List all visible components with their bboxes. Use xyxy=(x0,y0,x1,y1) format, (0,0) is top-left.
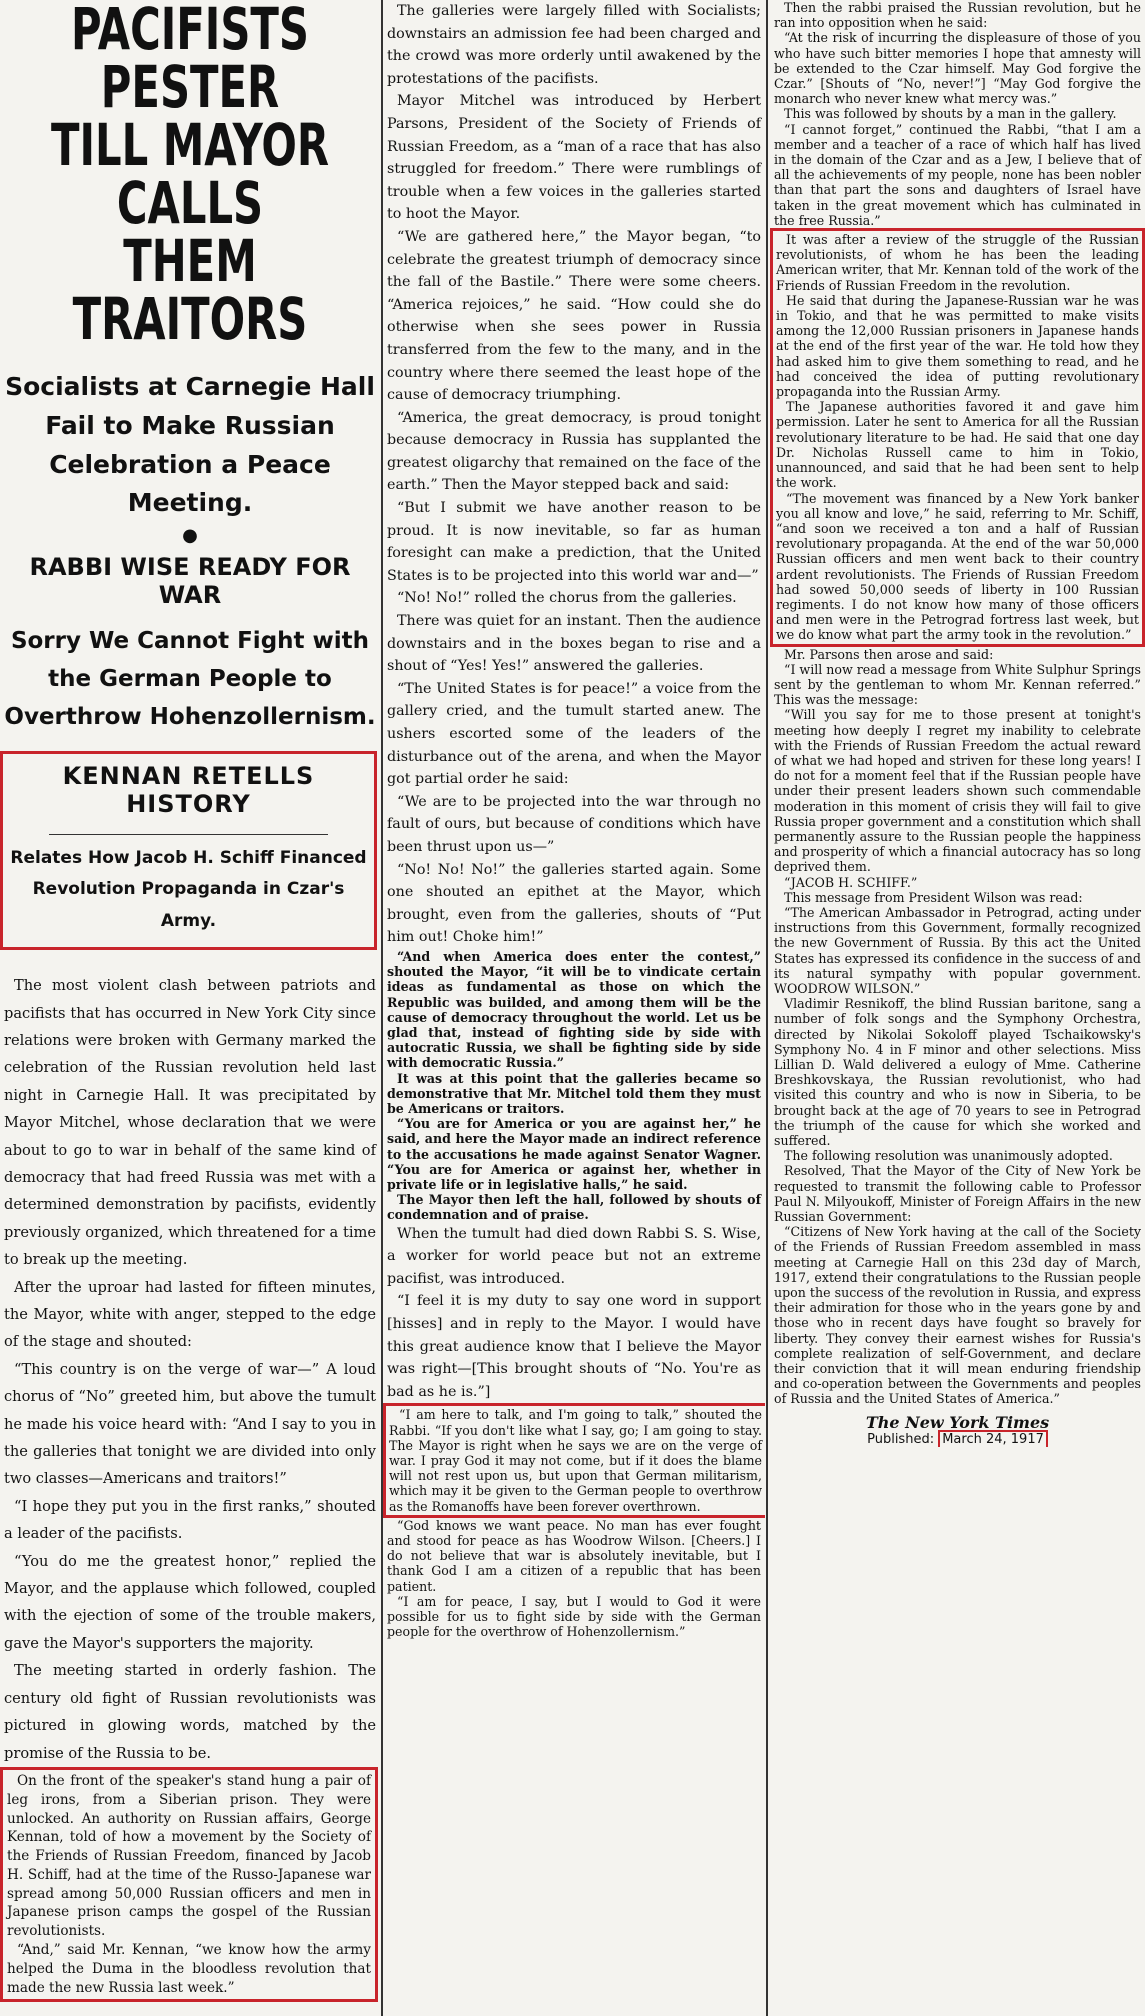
paragraph: Vladimir Resnikoff, the blind Russian baritone, sang a number of folk songs and the Symphony Orchestra, directed by Nikolai Sokoloff played Tschaikowsky's Symphony No. 4 in F minor and other selections. Miss Lillian D. Wald delivered a eulogy of Mme. Catherine Breshkovskaya, the Russian revolutionist, who had visited this country and who is now in Siberia, to be brought back at the age of 70 years to see in Petrograd the triumph of the cause for which she worked and suffered. xyxy=(774,996,1141,1149)
paragraph: Then the rabbi praised the Russian revolution, but he ran into opposition when he said: xyxy=(774,0,1141,31)
kennan-highlight-box xyxy=(0,751,377,950)
paragraph: “At the risk of incurring the displeasure of those of you who have such bitter memories I hope that amnesty will be extended to the Czar himself. May God forgive the Czar.” [Shouts of “No, never!”] “May God forgive the monarch who never knew what mercy was.” xyxy=(774,30,1141,107)
paragraph: On the front of the speaker's stand hung a pair of leg irons, from a Siberian prison. They were unlocked. An authority on Russian affairs, George Kennan, told of how a movement by the Society of the Friends of Russian Freedom, financed by Jacob H. Schiff, had at the time of the Russo-Japanese war spread among 50,000 Russian officers and men in Japanese prison camps the gospel of the Russian revolutionists. xyxy=(7,1772,371,1940)
paragraph: “But I submit we have another reason to be proud. It is now inevitable, so far as human foresight can make a prediction, that the United States is to be projected into this world war and—” xyxy=(387,500,761,584)
paragraph: “We are gathered here,” the Mayor began, “to celebrate the greatest triumph of democracy since the fall of the Bastile.” There were some cheers. “America rejoices,” he said. “How could she do otherwise when she sees power in Russia transferred from the few to the many, and in the country where there seemed the least hope of the cause of democracy triumphing. xyxy=(387,228,761,404)
romanoffs-highlight-box xyxy=(383,1403,765,1517)
paragraph: “The movement was financed by a New York banker you all know and love,” he said, referring to Mr. Schiff, “and soon we received a ton and a half of Russian revolutionary propaganda. At the end of the war 50,000 Russian officers and men went back to their country ardent revolutionists. The Friends of Russian Freedom had sowed 50,000 seeds of liberty in 100 Russian regiments. I do not know how many of those officers and men were in the Petrograd fortress last week, but we do know what part the army took in the revolution.” xyxy=(776,490,1139,643)
paragraph: Mayor Mitchel was introduced by Herbert Parsons, President of the Society of Friends of Russian Freedom, as a “man of a race that has also struggled for freedom.” There were rumblings of trouble when a few voices in the galleries started to hoot the Mayor. xyxy=(387,93,761,223)
paragraph: It was after a review of the struggle of the Russian revolutionists, of whom he has been the leading American writer, that Mr. Kennan told of the work of the Friends of Russian Freedom in the revolution. xyxy=(776,232,1139,293)
paragraph: It was at this point that the galleries became so demonstrative that Mr. Mitchel told them they must be Americans or traitors. xyxy=(387,1070,761,1116)
signature-schiff: “JACOB H. SCHIFF.” xyxy=(784,874,918,890)
paragraph: “This country is on the verge of war—” A loud chorus of “No” greeted him, but above the tumult he made his voice heard with: “And I say to you in the galleries that tonight we are divided into only two classes—Americans and traitors!” xyxy=(4,1360,376,1488)
publication-line xyxy=(770,1432,1145,1447)
deck-sorry: Sorry We Cannot Fight with the German People to Overthrow Hohenzollernism. xyxy=(4,628,376,730)
article-body-col3 xyxy=(770,0,1145,228)
paragraph: “We are to be projected into the war through no fault of ours, but because of conditions which have been thrust upon us—” xyxy=(387,793,761,855)
schiff-financing-highlight-box xyxy=(770,228,1145,646)
published-date: March 24, 1917 xyxy=(938,1430,1048,1447)
paragraph: “And,” said Mr. Kennan, “we know how the army helped the Duma in the bloodless revolution that made the new Russia last week.” xyxy=(7,1942,371,1996)
masthead-nyt: The New York Times xyxy=(865,1412,1050,1432)
article-body-col1 xyxy=(0,972,380,1767)
leg-irons-highlight-box xyxy=(0,1767,378,2003)
article-body-col3-end xyxy=(770,647,1145,1407)
paragraph: The galleries were largely filled with Socialists; downstairs an admission fee had been charged and the crowd was more orderly until awakened by the protestations of the pacifists. xyxy=(387,3,761,87)
paragraph: “I cannot forget,” continued the Rabbi, “that I am a member and a teacher of a race of which half has lived in the domain of the Czar and as a Jew, I believe that of all the achievements of my people, none has been nobler than that part the sons and daughters of Israel have taken in the great movement which has culminated in the free Russia.” xyxy=(774,121,1141,228)
column-1 xyxy=(0,0,380,2002)
article-body-col2 xyxy=(383,0,765,1403)
separator-dot: ● xyxy=(182,525,198,546)
column-rule xyxy=(766,0,768,2016)
paragraph: The Mayor then left the hall, followed by shouts of condemnation and of praise. xyxy=(387,1192,761,1223)
paragraph: “You do me the greatest honor,” replied the Mayor, and the applause which followed, coupled with the ejection of some of the trouble makers, gave the Mayor's supporters the majority. xyxy=(4,1552,376,1652)
paragraph: “I will now read a message from White Sulphur Springs sent by the gentleman to whom Mr. Kennan referred.” This was the message: xyxy=(774,661,1141,708)
headline-line-3: THEM TRAITORS xyxy=(72,227,308,353)
paragraph: There was quiet for an instant. Then the audience downstairs and in the boxes began to rise and a shout of “Yes! Yes!” answered the galleries. xyxy=(387,613,761,675)
published-label: Published: xyxy=(867,1431,935,1447)
article-body-col2-end xyxy=(383,1518,765,1640)
paragraph: “I am here to talk, and I'm going to talk,” shouted the Rabbi. “If you don't like what I say, go; I am going to stay. The Mayor is right when he says we are on the verge of war. I pray God it may not come, but if it does the blame will not rest upon us, but upon that German militarism, which may it be given to the German people to overthrow as the Romanoffs have been forever overthrown. xyxy=(389,1407,762,1514)
subhead-rabbi-wise: RABBI WISE READY FOR WAR xyxy=(29,553,351,609)
paragraph: “And when America does enter the contest,” shouted the Mayor, “it will be to vindicate certain ideas as fundamental as those on which the Republic was builded, and among them will be the cause of democracy throughout the world. Let us be glad that, instead of fighting side by side with autocratic Russia, we shall be fighting side by side with democratic Russia.” xyxy=(387,948,761,1071)
paragraph: He said that during the Japanese-Russian war he was in Tokio, and that he was permitted to make visits among the 12,000 Russian prisoners in Japanese hands at the end of the first year of the war. He told how they had asked him to give them something to read, and he had conceived the idea of putting revolutionary propaganda into the Russian Army. xyxy=(776,292,1139,400)
paragraph: When the tumult had died down Rabbi S. S. Wise, a worker for world peace but not an extreme pacifist, was introduced. xyxy=(387,1225,761,1287)
paragraph: After the uproar had lasted for fifteen minutes, the Mayor, white with anger, stepped to the edge of the stage and shouted: xyxy=(4,1278,376,1351)
kennan-subhead: Relates How Jacob H. Schiff Financed Revolution Propaganda in Czar's Army. xyxy=(10,847,367,931)
paragraph: “No! No! No!” the galleries started again. Some one shouted an epithet at the Mayor, which brought, even from the galleries, shouts of “Put him out! Choke him!” xyxy=(387,861,761,946)
paragraph: The meeting started in orderly fashion. The century old fight of Russian revolutionists was pictured in glowing words, matched by the promise of the Russia to be. xyxy=(4,1662,376,1762)
deck-socialists: Socialists at Carnegie Hall Fail to Make Russian Celebration a Peace Meeting. xyxy=(5,372,375,518)
paragraph: “No! No!” rolled the chorus from the galleries. xyxy=(397,590,737,607)
divider xyxy=(49,834,328,835)
headline-line-1: PACIFISTS PESTER xyxy=(71,0,309,121)
paragraph: The Japanese authorities favored it and gave him permission. Later he sent to America for all the Russian revolutionary literature to be had. He said that one day Dr. Nicholas Russell came to him in Tokio, unannounced, and said that he had been sent to help the work. xyxy=(776,399,1139,491)
paragraph: “The American Ambassador in Petrograd, acting under instructions from this Government, formally recognized the new Government of Russia. By this act the United States has expressed its confidence in the success of and its natural sympathy with popular government. WOODROW WILSON.” xyxy=(774,904,1141,996)
paragraph: Resolved, That the Mayor of the City of New York be requested to transmit the following cable to Professor Paul N. Milyoukoff, Minister of Foreign Affairs in the new Russian Government: xyxy=(774,1163,1141,1225)
paragraph: “I hope they put you in the first ranks,” shouted a leader of the pacifists. xyxy=(4,1497,376,1543)
paragraph: “Will you say for me to those present at tonight's meeting how deeply I regret my inability to celebrate with the Friends of Russian Freedom the actual reward of what we had hoped and striven for these long years! I do not for a moment feel that if the Russian people have under their present leaders shown such commendable moderation in this moment of crisis they will fail to give Russia proper government and a constitution which shall permanently assure to the Russian people the happiness and prosperity of which a financial autocracy has so long deprived them. xyxy=(774,707,1141,875)
column-3 xyxy=(770,0,1145,1447)
paragraph: “I am for peace, I say, but I would to God it were possible for us to fight side by side with the German people for the overthrow of Hohenzollernism.” xyxy=(387,1593,761,1640)
kennan-headline: KENNAN RETELLS HISTORY xyxy=(62,761,315,818)
paragraph: Mr. Parsons then arose and said: xyxy=(784,646,994,662)
paragraph: The most violent clash between patriots and pacifists that has occurred in New York City since relations were broken with Germany marked the celebration of the Russian revolution held last night in Carnegie Hall. It was precipitated by Mayor Mitchel, whose declaration that we were about to go to war in behalf of the same kind of democracy that had freed Russia was met with a determined demonstration by pacifists, evidently previously organized, which threatened for a time to break up the meeting. xyxy=(4,977,376,1269)
paragraph: This was followed by shouts by a man in the gallery. xyxy=(784,106,1117,122)
paragraph: “America, the great democracy, is proud tonight because democracy in Russia has supplanted the greatest oligarchy that remained on the face of the earth.” Then the Mayor stepped back and said: xyxy=(387,409,761,494)
headline-line-2: TILL MAYOR CALLS xyxy=(50,111,330,237)
paragraph: This message from President Wilson was read: xyxy=(784,889,1083,905)
paragraph: “You are for America or you are against her,” he said, and here the Mayor made an indirect reference to the accusations he made against Senator Wagner. “You are for America or against her, whether in private life or in legislative halls,” he said. xyxy=(387,1116,761,1192)
paragraph: “Citizens of New York having at the call of the Society of the Friends of Russian Freedom assembled in mass meeting at Carnegie Hall on this 23d day of March, 1917, extend their congratulations to the Russian people upon the success of the revolution in Russia, and express their admiration for those who in the years gone by and those who in recent days have fought so bravely for liberty. They convey their earnest wishes for Russia's complete realization of self-Government, and declare their conviction that it will mean enduring friendship and co-operation between the Governments and peoples of Russia and the United States of America.” xyxy=(774,1224,1141,1407)
paragraph: “I feel it is my duty to say one word in support [hisses] and in reply to the Mayor. I would have this great audience know that I believe the Mayor was right—[This brought shouts of “No. You're as bad as he is.”] xyxy=(387,1293,761,1400)
paragraph: “God knows we want peace. No man has ever fought and stood for peace as has Woodrow Wilson. [Cheers.] I do not believe that war is absolutely inevitable, but I thank God I am a citizen of a republic that has been patient. xyxy=(387,1517,761,1594)
paragraph: The following resolution was unanimously adopted. xyxy=(784,1148,1113,1164)
column-2 xyxy=(383,0,765,1639)
paragraph: “The United States is for peace!” a voice from the gallery cried, and the tumult started anew. The ushers escorted some of the leaders of the disturbance out of the arena, and when the Mayor got partial order he said: xyxy=(387,680,761,788)
